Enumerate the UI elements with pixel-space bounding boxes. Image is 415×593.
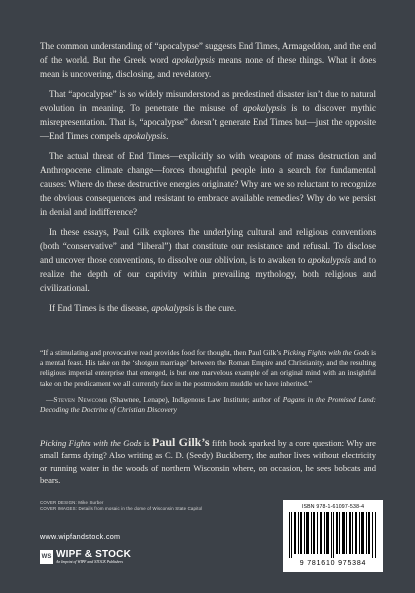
publisher-name: WIPF & STOCK xyxy=(56,549,131,560)
barcode-icon xyxy=(289,512,377,558)
endorsement-text: “If a stimulating and provocative read provides food for thought, then Paul Gilk’s Picking Fights with the Gods is a mental feast. His take on the ‘shotgun marriage’ between the Roman Empire and Christianity, and the resulting religious imperial enterprise that emerged, is but one marvelous example of an original mind with an insightful take on the predicament we all currently face in the postmodern muddle we have inherited.” xyxy=(40,348,377,388)
author-name: Paul Gilk’s xyxy=(152,435,210,449)
endorsement-quote xyxy=(40,348,376,415)
blurb-body xyxy=(40,40,376,323)
cover-design-credit: COVER DESIGN: Mike Surber xyxy=(40,500,104,505)
endorsement-attribution: —Steven Newcomb (Shawnee, Lenape), Indigenous Law Institute; author of Pagans in the Promised Land: Decoding the Doctrine of Christian Discovery xyxy=(40,394,376,415)
blurb-paragraph-2: That “apocalypse” is so widely misunderstood as predestined disaster isn’t due to natural evolution in meaning. To penetrate the misuse of apokalypsis is to discover mythic misrepresentation. That is, “apocalypse” doesn’t generate End Times but—just the opposite—End Times compels apokalypsis. xyxy=(40,89,377,141)
isbn-barcode xyxy=(283,500,383,572)
publisher-imprint xyxy=(40,549,160,569)
book-title: Picking Fights with the Gods xyxy=(40,438,142,448)
cover-credits xyxy=(40,500,240,512)
barcode-digits: 9 781610 975384 xyxy=(299,560,367,567)
endorser-book: Pagans in the Promised Land: Decoding the Doctrine of Christian Discovery xyxy=(40,394,376,415)
blurb-paragraph-4: In these essays, Paul Gilk explores the underlying cultural and religious conventions (both “conservative” and “liberal”) that constitute our resistance and refusal. To disclose and uncover those conventions, to dissolve our oblivion, is to awaken to apokalypsis and to realize the depth of our captivity within prevailing mythology, both religious and civilizational. xyxy=(40,227,376,293)
isbn-label: ISBN 978-1-61097-538-4 xyxy=(301,504,365,510)
endorser-name: Steven Newcomb xyxy=(53,394,108,404)
publisher-tagline: An Imprint of WIPF and STOCK Publishers xyxy=(56,560,124,564)
cover-images-credit: COVER IMAGES: Details from mosaic in the dome of Wisconsin State Capitol xyxy=(40,506,203,511)
publisher-website: www.wipfandstock.com xyxy=(40,532,121,541)
author-bio: Picking Fights with the Gods is Paul Gilk’s fifth book sparked by a core question: Why are small farms dying? Also writing as C. D. (Seedy) Buckberry, the author lives without electricity or running water in the woods of northern Wisconsin where, on occasion, he sees bobcats and bears. xyxy=(40,435,376,486)
publisher-logo-icon: WS xyxy=(40,550,53,564)
blurb-paragraph-5: If End Times is the disease, apokalypsis is the cure. xyxy=(49,303,237,314)
blurb-paragraph-3: The actual threat of End Times—explicitly so with weapons of mass destruction and Anthropocene climate change—forces thoughtful people into a search for fundamental causes: Where do these destructive energies originate? Why are we so reluctant to recognize the obvious consequences and resistant to embrace available remedies? Why do we persist in denial and indifference? xyxy=(40,151,376,217)
blurb-paragraph-1: The common understanding of “apocalypse” suggests End Times, Armageddon, and the end of the world. But the Greek word apokalypsis means none of these things. What it does mean is uncovering, disclosing, and revelatory. xyxy=(40,41,376,79)
